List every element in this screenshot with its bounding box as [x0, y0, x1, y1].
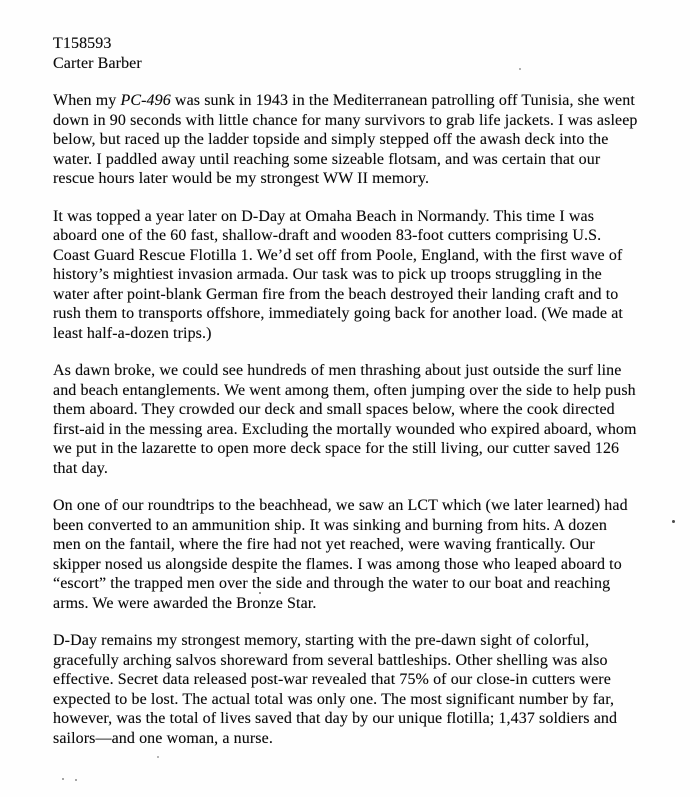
- paragraph-3: [53, 361, 663, 478]
- text-line: been converted to an ammunition ship. It was sinking and burning from hits. A dozen: [53, 516, 607, 534]
- scan-speck: [62, 778, 64, 780]
- ship-name: PC-496: [120, 92, 171, 109]
- text-line: first-aid in the messing area. Excluding the mortally wounded who expired aboard, whom: [53, 420, 637, 438]
- text-line: gracefully arching salvos shoreward from several battleships. Other shelling was also: [53, 651, 608, 669]
- paragraph-2: [53, 207, 663, 344]
- text-line: men on the fantail, where the fire had not yet reached, were waving frantically. Our: [53, 536, 595, 553]
- text-line: effective. Secret data released post-war revealed that 75% of our close-in cutters were: [53, 671, 611, 688]
- text-line: aboard one of the 60 fast, shallow-draft and wooden 83-foot cutters comprising U.S.: [53, 227, 602, 244]
- scan-speck: [259, 592, 261, 594]
- text-line: [53, 91, 663, 111]
- text-segment: was sunk in 1943 in the Mediterranean patrolling off Tunisia, she went: [170, 92, 635, 109]
- text-line: expected to be lost. The actual total was only one. The most significant number by far,: [53, 690, 615, 708]
- text-line: As dawn broke, we could see hundreds of men thrashing about just outside the surf line: [53, 362, 622, 379]
- document-content: [53, 34, 663, 766]
- text-line: water. I paddled away until reaching some sizeable flotsam, and was certain that our: [53, 150, 601, 168]
- text-line: down in 90 seconds with little chance for many survivors to grab life jackets. I was asleep: [53, 111, 638, 129]
- text-line: arms. We were awarded the Bronze Star.: [53, 594, 317, 612]
- text-line: On one of our roundtrips to the beachhead, we saw an LCT which (we later learned) had: [53, 497, 628, 514]
- text-line: and beach entanglements. We went among them, often jumping over the side to help push: [53, 381, 636, 399]
- text-segment: When my: [53, 92, 121, 109]
- text-line: them aboard. They crowded our deck and small spaces below, where the cook directed: [53, 401, 615, 418]
- document-header: [53, 34, 663, 73]
- author-name: Carter Barber: [53, 54, 142, 72]
- paragraph-4: [53, 496, 663, 613]
- paragraph-5: [53, 631, 663, 748]
- text-line: sailors—and one woman, a nurse.: [53, 729, 273, 747]
- text-line: however, was the total of lives saved that day by our unique flotilla; 1,437 soldiers and: [53, 710, 618, 727]
- text-line: that day.: [53, 459, 108, 477]
- scan-speck: [672, 520, 675, 523]
- text-line: we put in the lazarette to open more deck space for the still living, our cutter saved 126: [53, 440, 620, 457]
- text-line: skipper nosed us alongside despite the flames. I was among those who leaped aboard to: [53, 555, 622, 573]
- text-line: water after point-blank German fire from the beach destroyed their landing craft and to: [53, 285, 619, 303]
- text-line: Coast Guard Rescue Flotilla 1. We’d set off from Poole, England, with the first wave of: [53, 246, 623, 264]
- text-line: “escort” the trapped men over the side and through the water to our boat and reaching: [53, 575, 611, 592]
- paragraph-1: [53, 91, 663, 189]
- scan-speck: [157, 756, 159, 758]
- scan-speck: [75, 779, 77, 781]
- text-line: history’s mightiest invasion armada. Our task was to pick up troops struggling in the: [53, 266, 602, 283]
- text-line: rescue hours later would be my strongest WW II memory.: [53, 170, 430, 187]
- text-line: least half-a-dozen trips.): [53, 324, 212, 342]
- text-line: It was topped a year later on D-Day at Omaha Beach in Normandy. This time I was: [53, 207, 595, 225]
- document-id: T158593: [53, 35, 112, 52]
- text-line: below, but raced up the ladder topside and simply stepped off the awash deck into the: [53, 131, 609, 148]
- text-line: D-Day remains my strongest memory, starting with the pre-dawn sight of colorful,: [53, 632, 590, 649]
- scan-speck: [519, 68, 521, 70]
- text-line: rush them to transports offshore, immediately going back for another load. (We made at: [53, 305, 623, 322]
